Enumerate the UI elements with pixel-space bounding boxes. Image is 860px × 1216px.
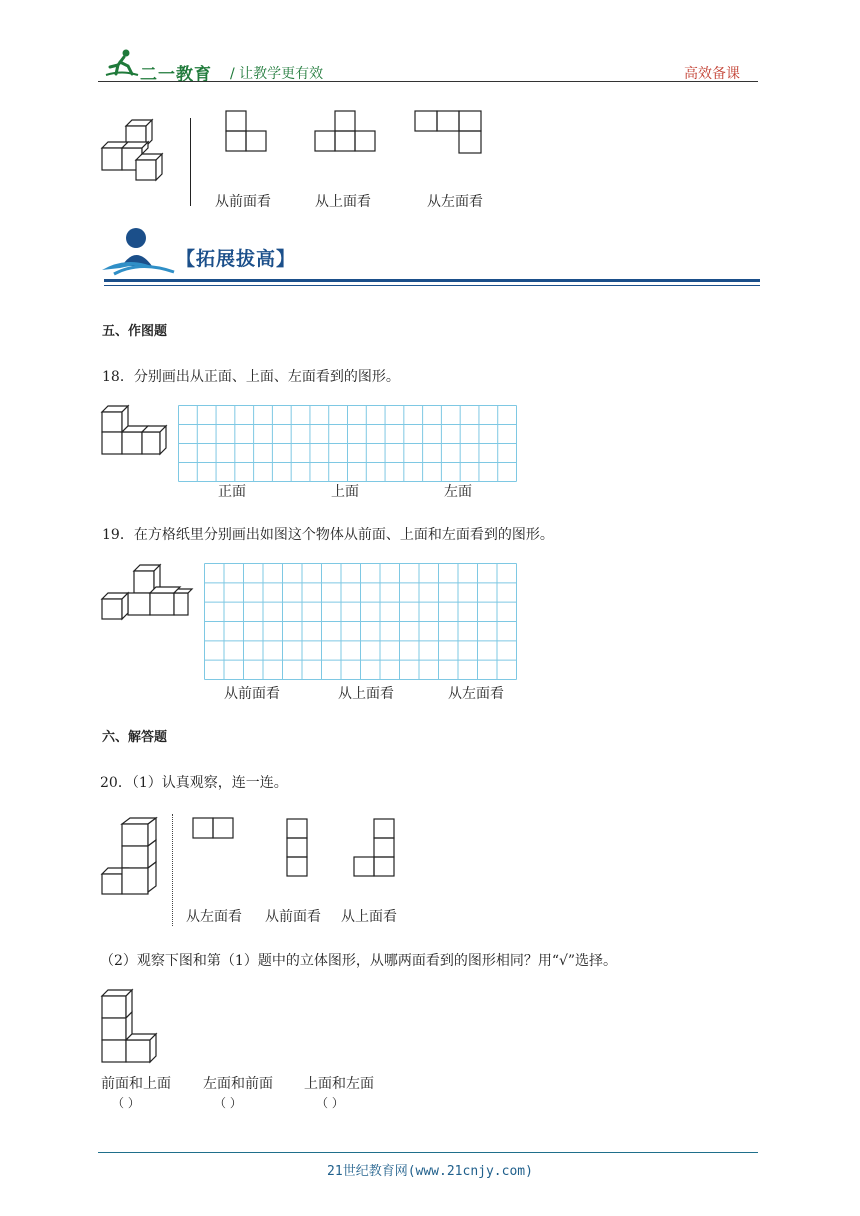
vertical-divider <box>190 118 191 206</box>
footer-divider <box>98 1152 758 1153</box>
q20-1-text: 20．（1）认真观察，连一连。 <box>100 775 288 791</box>
runner-logo-icon <box>104 48 140 78</box>
banner-line-thick <box>104 279 760 282</box>
q18-cube-figure <box>100 404 168 458</box>
q20-2-text: （2）观察下图和第（1）题中的立体图形，从哪两面看到的图形相同？用“√”选择。 <box>100 953 618 969</box>
dotted-divider <box>172 814 173 926</box>
banner-reader-icon <box>100 226 180 278</box>
section-6-title: 六、解答题 <box>102 730 168 745</box>
q20-2-cube-figure <box>100 988 162 1066</box>
q20-cube-figure <box>100 816 162 896</box>
logo-text: 二一教育 <box>140 65 212 85</box>
q20-label-left[interactable]: 从左面看 <box>186 909 242 925</box>
q20-view-a <box>192 817 234 839</box>
header-divider <box>98 81 758 82</box>
q20-label-top[interactable]: 从上面看 <box>341 909 397 925</box>
top-label-above: 从上面看 <box>315 194 371 210</box>
top-cube-figure <box>100 118 180 188</box>
q19-grid-paper[interactable] <box>204 563 518 681</box>
top-label-left: 从左面看 <box>427 194 483 210</box>
q19-label-left: 从左面看 <box>448 686 504 702</box>
top-label-front: 从前面看 <box>215 194 271 210</box>
q18-label-left: 左面 <box>444 484 472 500</box>
q20-2-option-1: 前面和上面 <box>101 1076 171 1092</box>
header-slogan: / 让教学更有效 <box>230 66 324 82</box>
header-badge: 高效备课 <box>684 66 740 82</box>
q20-2-option-3: 上面和左面 <box>304 1076 374 1092</box>
footer-text[interactable]: 21世纪教育网(www.21cnjy.com) <box>327 1164 533 1179</box>
q19-label-front: 从前面看 <box>224 686 280 702</box>
section-5-title: 五、作图题 <box>102 324 168 339</box>
q20-2-blank-1[interactable]: （ ） <box>112 1096 140 1110</box>
banner-line-thin <box>104 285 760 286</box>
q20-2-blank-2[interactable]: （ ） <box>214 1096 242 1110</box>
q20-label-front[interactable]: 从前面看 <box>265 909 321 925</box>
top-view-left <box>414 110 482 156</box>
q20-2-blank-3[interactable]: （ ） <box>316 1096 344 1110</box>
top-view-front <box>225 110 269 154</box>
q18-grid-paper[interactable] <box>178 405 518 483</box>
q20-view-b <box>286 818 308 878</box>
top-view-above <box>314 110 378 154</box>
q19-text: 19．在方格纸里分别画出如图这个物体从前面、上面和左面看到的图形。 <box>102 527 554 543</box>
q19-cube-figure <box>100 563 194 623</box>
q18-text: 18．分别画出从正面、上面、左面看到的图形。 <box>102 369 400 385</box>
banner-title: 【拓展拔高】 <box>176 248 297 270</box>
q20-2-option-2: 左面和前面 <box>203 1076 273 1092</box>
q18-label-front: 正面 <box>218 484 246 500</box>
q18-label-top: 上面 <box>331 484 359 500</box>
q20-view-c <box>353 818 395 878</box>
q19-label-top: 从上面看 <box>338 686 394 702</box>
